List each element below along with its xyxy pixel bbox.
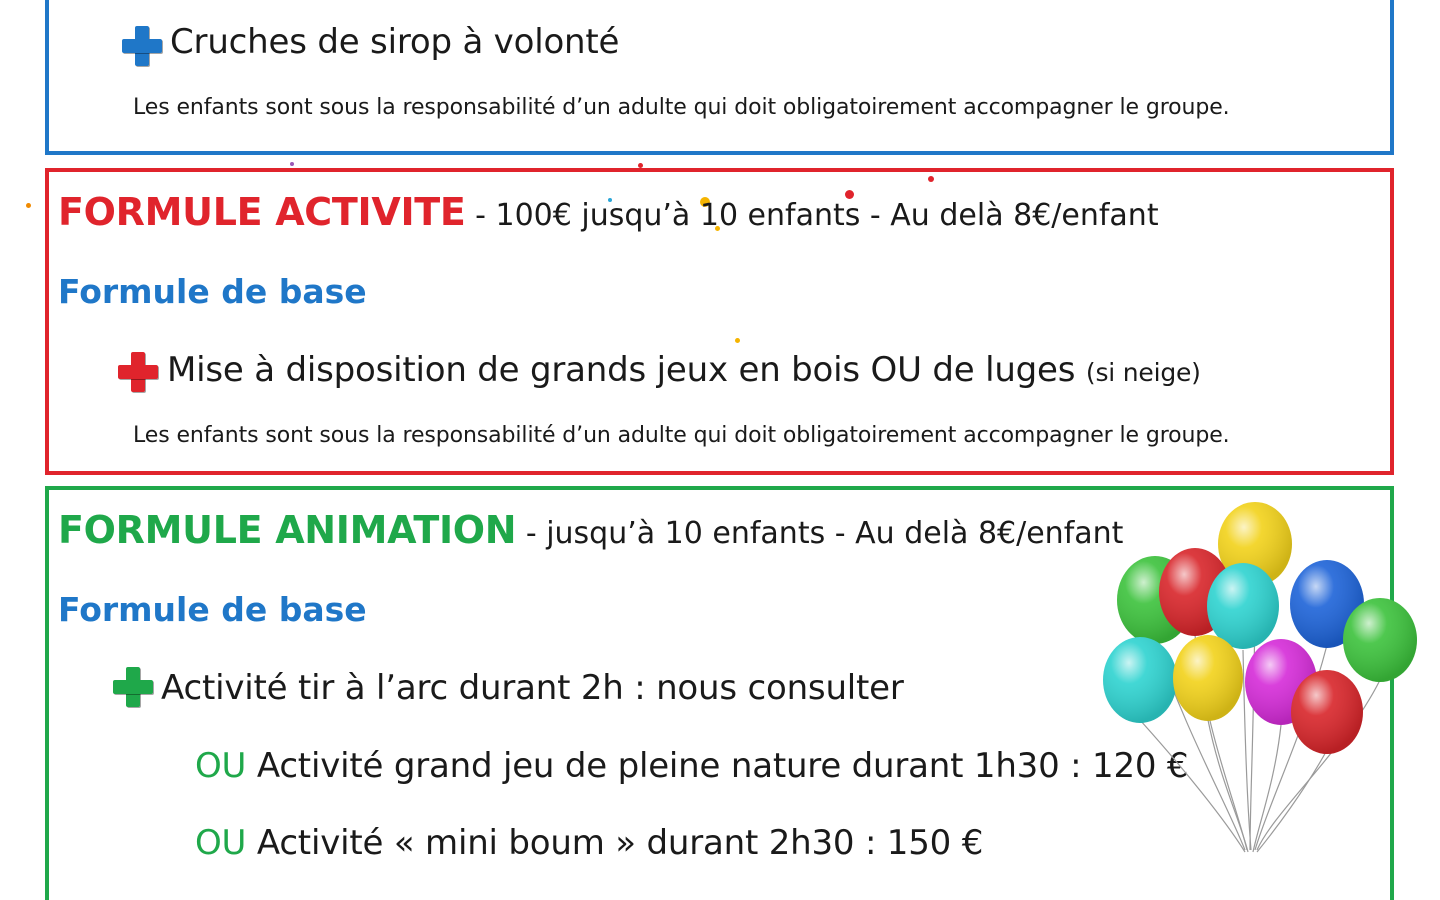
plus-icon	[122, 26, 162, 66]
formule-activite-title: FORMULE ACTIVITE	[58, 190, 466, 234]
sirop-item: Cruches de sirop à volonté	[170, 22, 620, 62]
si-neige-note: (si neige)	[1085, 358, 1201, 387]
balloon-group	[1103, 502, 1417, 754]
formule-activite-heading	[58, 190, 1159, 234]
formule-de-base-label: Formule de base	[58, 590, 367, 629]
plus-icon	[113, 667, 153, 707]
jeux-bois-item	[167, 350, 1201, 390]
ou-label: OU	[195, 746, 247, 786]
ou-label: OU	[195, 823, 247, 863]
option-text: Activité grand jeu de pleine nature durant 1h30 : 120 €	[246, 746, 1189, 786]
formule-animation-heading	[58, 508, 1123, 552]
confetti-dot	[290, 162, 294, 166]
responsibility-note: Les enfants sont sous la responsabilité d’un adulte qui doit obligatoirement accompagner le groupe.	[133, 95, 1230, 120]
tir-arc-item: Activité tir à l’arc durant 2h : nous consulter	[161, 668, 904, 708]
jeux-bois-text: Mise à disposition de grands jeux en bois OU de luges	[167, 350, 1086, 390]
option-mini-boum	[195, 823, 983, 863]
formule-activite-price: - 100€ jusqu’à 10 enfants - Au delà 8€/enfant	[465, 198, 1159, 233]
confetti-dot	[26, 203, 31, 208]
plus-icon	[118, 352, 158, 392]
balloons-illustration	[1095, 500, 1440, 860]
option-grand-jeu	[195, 746, 1188, 786]
formule-animation-title: FORMULE ANIMATION	[58, 508, 517, 552]
formule-animation-price: - jusqu’à 10 enfants - Au delà 8€/enfant	[516, 516, 1124, 551]
option-text: Activité « mini boum » durant 2h30 : 150 €	[246, 823, 984, 863]
responsibility-note: Les enfants sont sous la responsabilité d’un adulte qui doit obligatoirement accompagner le groupe.	[133, 423, 1230, 448]
formule-de-base-label: Formule de base	[58, 272, 367, 311]
